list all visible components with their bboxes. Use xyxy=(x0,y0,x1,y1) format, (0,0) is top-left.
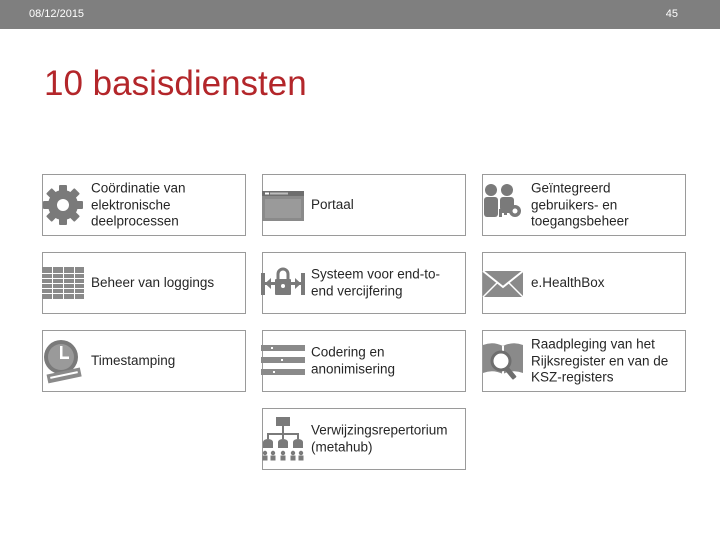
book-magnifier-icon xyxy=(479,337,527,385)
slide-title: 10 basisdiensten xyxy=(44,64,307,103)
service-label: Geïntegreerd gebruikers- en toegangsbeheer xyxy=(531,180,629,229)
service-label: Verwijzingsrepertorium (metahub) xyxy=(311,422,448,454)
service-label: Portaal xyxy=(311,196,354,212)
log-table-icon xyxy=(39,259,87,307)
slide-page-number: 45 xyxy=(665,8,678,20)
service-card-coordination xyxy=(42,174,246,236)
top-bar xyxy=(0,0,720,29)
slide-date: 08/12/2015 xyxy=(29,8,85,20)
service-card-ehealthbox xyxy=(482,252,686,314)
service-card-logging xyxy=(42,252,246,314)
service-card-encryption xyxy=(262,252,466,314)
browser-window-icon xyxy=(259,181,307,229)
clock-stamp-icon xyxy=(39,337,87,385)
users-key-icon xyxy=(479,181,527,229)
service-card-coding xyxy=(262,330,466,392)
service-label: Codering en anonimisering xyxy=(311,344,396,376)
padlock-arrows-icon xyxy=(259,259,307,307)
service-label: e.HealthBox xyxy=(531,274,605,290)
service-label: Beheer van loggings xyxy=(91,274,215,290)
service-label: Systeem voor end-to-end vercijfering xyxy=(311,266,441,298)
code-text-icon xyxy=(259,337,307,385)
service-card-timestamping xyxy=(42,330,246,392)
service-card-registers xyxy=(482,330,686,392)
service-label: Timestamping xyxy=(91,352,176,368)
service-label: Raadpleging van het Rijksregister en van de KSZ-registers xyxy=(531,336,669,385)
service-card-portal xyxy=(262,174,466,236)
gear-icon xyxy=(39,181,87,229)
envelope-icon xyxy=(479,259,527,307)
service-label: Coördinatie van elektronische deelprocessen xyxy=(91,180,186,229)
service-card-metahub xyxy=(262,408,466,470)
service-card-user-access xyxy=(482,174,686,236)
network-hub-icon xyxy=(259,415,307,463)
